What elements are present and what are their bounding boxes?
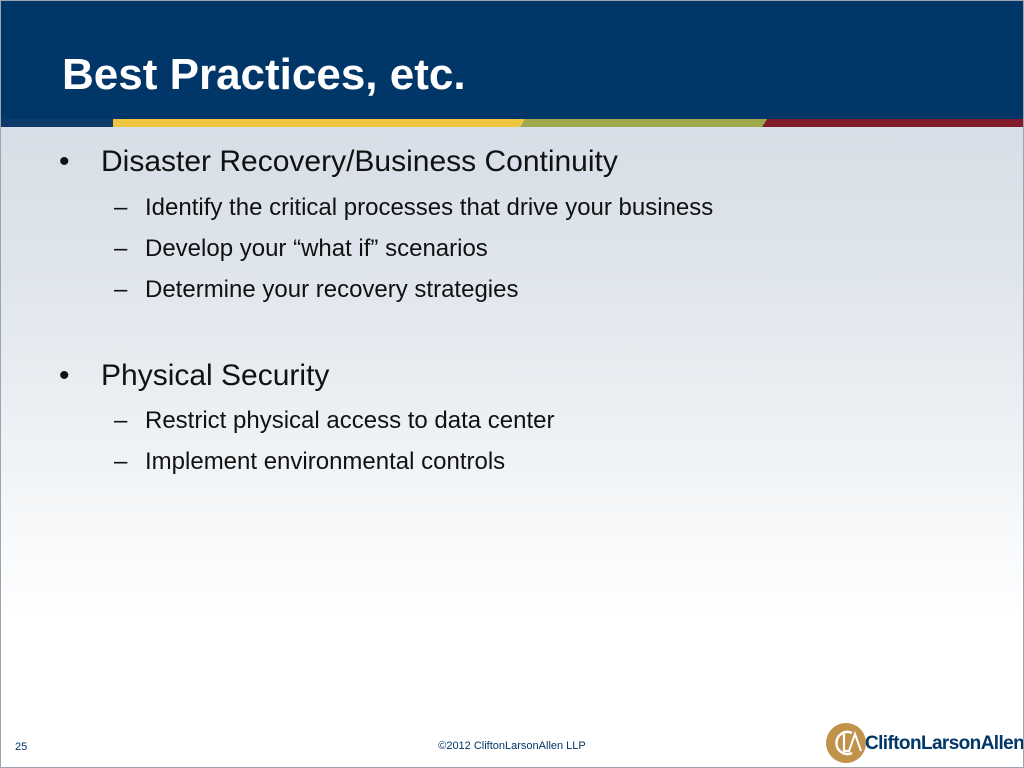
sub-bullet-text: Restrict physical access to data center xyxy=(145,407,555,434)
sub-bullet-marker: – xyxy=(114,407,128,434)
bullet-marker: • xyxy=(59,145,70,178)
sub-bullet-text: Determine your recovery strategies xyxy=(145,276,519,303)
stripe-navy-segment xyxy=(0,119,113,127)
stripe-olive-segment xyxy=(520,119,770,127)
sub-bullet-marker: – xyxy=(114,276,128,303)
stripe-maroon-segment xyxy=(762,119,1024,127)
logo-wordmark: CliftonLarsonAllen xyxy=(865,733,1024,754)
bullet-marker: • xyxy=(59,359,70,392)
sub-bullet-item xyxy=(114,407,555,435)
sub-bullet-text: Implement environmental controls xyxy=(145,448,506,475)
bullet-item xyxy=(59,145,618,179)
slide-number: 25 xyxy=(15,741,28,753)
stripe-gold-segment xyxy=(113,119,527,127)
sub-bullet-marker: – xyxy=(114,448,128,475)
bullet-item xyxy=(59,359,329,393)
bullet-text: Physical Security xyxy=(101,359,330,392)
sub-bullet-marker: – xyxy=(114,194,128,221)
company-logo xyxy=(825,722,1024,764)
accent-stripe xyxy=(0,119,1024,127)
sub-bullet-item xyxy=(114,194,713,222)
cla-logo-icon xyxy=(825,722,867,764)
slide-title: Best Practices, etc. xyxy=(62,50,466,99)
sub-bullet-item xyxy=(114,276,518,304)
sub-bullet-item xyxy=(114,235,488,263)
copyright-footer: ©2012 CliftonLarsonAllen LLP xyxy=(438,740,586,752)
sub-bullet-item xyxy=(114,448,505,476)
title-bar xyxy=(0,0,1024,119)
bullet-text: Disaster Recovery/Business Continuity xyxy=(101,145,618,178)
sub-bullet-text: Identify the critical processes that drive your business xyxy=(145,194,714,221)
sub-bullet-marker: – xyxy=(114,235,128,262)
sub-bullet-text: Develop your “what if” scenarios xyxy=(145,235,488,262)
